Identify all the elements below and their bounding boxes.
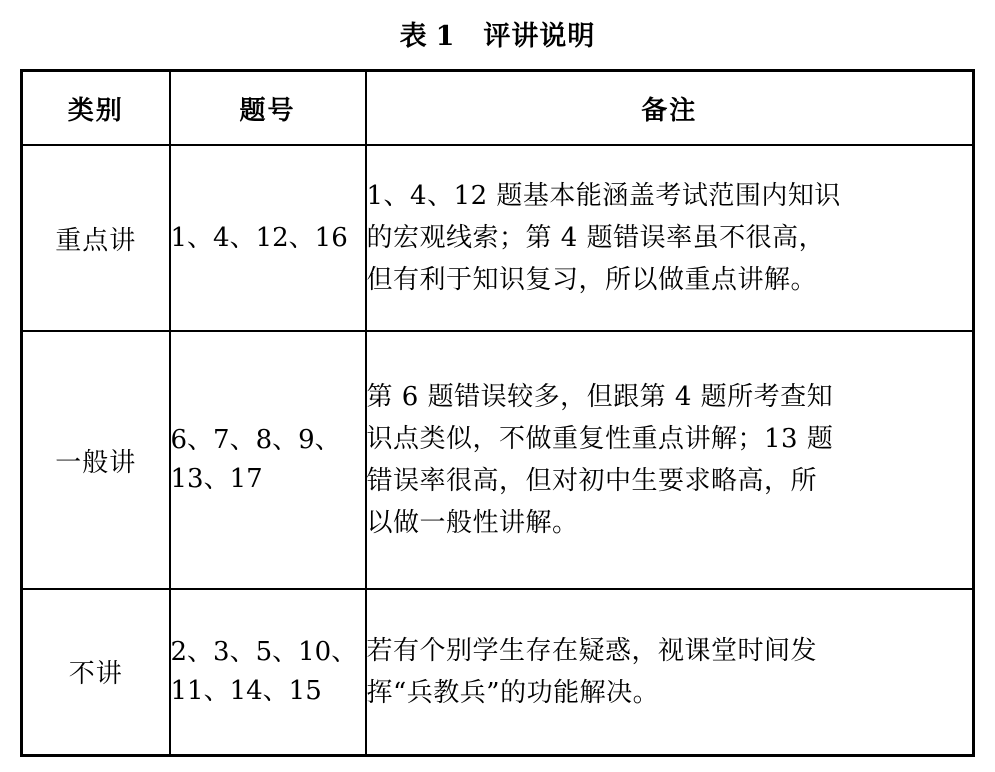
remark-line: 挥“兵教兵”的功能解决。 (366, 677, 660, 708)
caption-number: 1 (435, 21, 456, 52)
table-row (22, 145, 974, 331)
remark-line: 识点类似，不做重复性重点讲解；13 题 (366, 423, 834, 454)
question-numbers-line: 11、14、15 (170, 675, 322, 706)
caption-label: 表 (399, 21, 428, 52)
question-numbers-line: 2、3、5、10、 (170, 636, 358, 667)
table-caption (0, 0, 995, 69)
review-plan-table (20, 69, 975, 757)
cell-remark (366, 145, 974, 331)
remark-line: 以做一般性讲解。 (366, 508, 579, 539)
column-header-question-number: 题号 (170, 71, 366, 146)
cell-category: 重点讲 (22, 145, 170, 331)
remark-line: 第 6 题错误较多，但跟第 4 题所考查知 (366, 381, 834, 412)
column-header-remark: 备注 (366, 71, 974, 146)
question-numbers-line: 6、7、8、9、 (170, 425, 341, 455)
table-row (22, 589, 974, 755)
remark-line: 若有个别学生存在疑惑，视课堂时间发 (366, 635, 818, 666)
remark-line: 1、4、12 题基本能涵盖考试范围内知识 (366, 180, 841, 211)
remark-line: 的宏观线索；第 4 题错误率虽不很高， (366, 222, 826, 253)
cell-question-numbers (170, 331, 366, 589)
question-numbers-line: 13、17 (170, 464, 263, 494)
table-header-row (22, 71, 974, 146)
table-row (22, 331, 974, 589)
cell-remark (366, 589, 974, 755)
cell-question-numbers (170, 589, 366, 755)
remark-line: 但有利于知识复习，所以做重点讲解。 (366, 265, 818, 296)
column-header-category: 类别 (22, 71, 170, 146)
cell-category: 一般讲 (22, 331, 170, 589)
cell-category: 不讲 (22, 589, 170, 755)
question-numbers-line: 1、4、12、16 (170, 222, 348, 253)
cell-remark (366, 331, 974, 589)
caption-title: 评讲说明 (483, 21, 596, 52)
remark-line: 错误率很高，但对初中生要求略高，所 (366, 466, 818, 496)
cell-question-numbers (170, 145, 366, 331)
